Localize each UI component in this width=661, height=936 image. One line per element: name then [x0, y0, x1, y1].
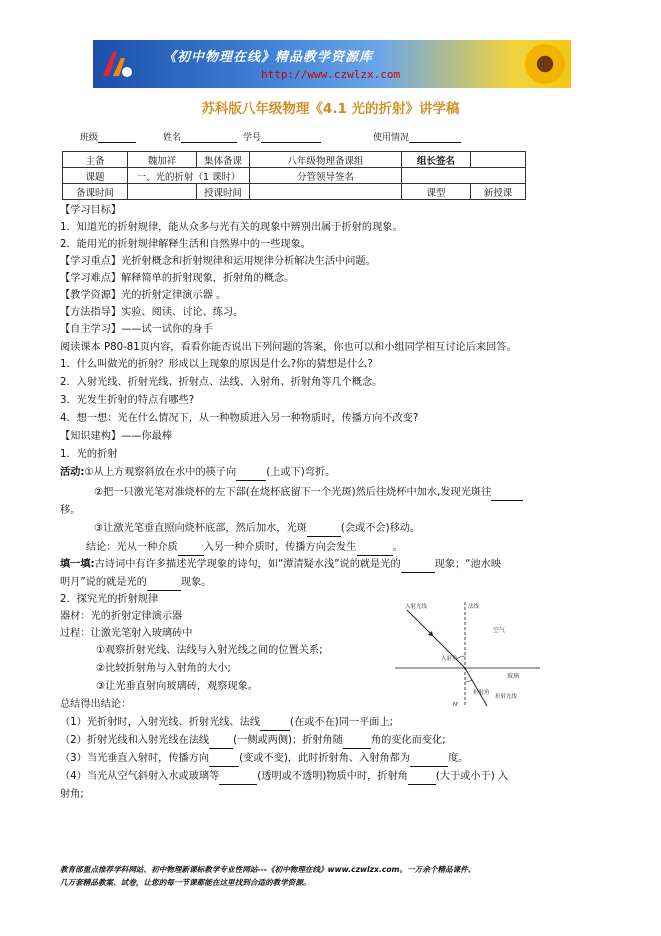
subsection-refraction: 1．光的折射 [60, 449, 118, 460]
cell-beike-label: 备课时间 [63, 184, 128, 200]
banner-title: 《初中物理在线》精品教学资源库 [163, 50, 374, 65]
goal-1: 1．知道光的折射规律，能从众多与光有关的现象中辨别出属于折射的现象。 [60, 222, 403, 233]
activity-3: ③让激光笔垂直照向烧杯底部，然后加水，光斑 (会或不会)移动。 [94, 521, 629, 537]
answer-blank[interactable] [343, 737, 371, 749]
question-1: 1．什么叫做光的折射？形成以上现象的原因是什么?你的猜想是什么? [60, 359, 373, 370]
conclusion-c: （3）当光垂直入射时，传播方向 (变或不变)，此时折射角、入射角都为 度。 [60, 751, 595, 767]
cell-leader-label: 组长签名 [402, 152, 471, 168]
cell-jiti-value: 八年级物理备课组 [250, 152, 402, 168]
incidence-angle-label: 入射角 [441, 656, 458, 662]
answer-blank[interactable] [209, 755, 239, 767]
n-prime-label: N' [453, 702, 459, 708]
answer-blank[interactable] [260, 719, 290, 731]
refracted-label: 折射光线 [495, 694, 518, 700]
site-logo-icon [99, 46, 135, 82]
footer-line-2: 几万套精品教案、试卷，让您的每一节课都能在这里找到合适的教学资源。 [60, 878, 311, 887]
page-footer [60, 863, 620, 889]
key-points: 【学习重点】光折射概念和折射规律和运用规律分析解决生活中问题。 [60, 256, 376, 267]
banner-url[interactable]: http://www.czwlzx.com [261, 68, 401, 81]
cell-fenguan-label: 分管领导签名 [250, 168, 402, 184]
answer-blank[interactable] [219, 773, 257, 785]
air-label: 空气 [493, 627, 506, 634]
section-goals-heading: 【学习目标】 [60, 205, 122, 216]
cell-zhubei-label: 主备 [63, 152, 128, 168]
answer-blank[interactable] [307, 525, 341, 537]
cell-kexing-label: 课型 [402, 184, 471, 200]
refraction-diagram [395, 598, 540, 710]
answer-blank[interactable] [410, 755, 448, 767]
resources: 【教学资源】光的折射定律演示器 。 [60, 290, 227, 301]
subsection-law: 2．探究光的折射规律 [60, 594, 159, 605]
cell-fenguan-value [402, 168, 526, 184]
answer-blank[interactable] [147, 579, 181, 591]
answer-blank[interactable] [178, 544, 204, 556]
conclusion-d: （4）当光从空气斜射入水或玻璃等 (透明或不透明)物质中时，折射角 (大于或小于) 入 [60, 769, 595, 785]
cell-beike-value [128, 184, 197, 200]
step-1: ①观察折射光线、法线与入射光线之间的位置关系; [96, 645, 323, 656]
cell-keti-label: 课题 [63, 168, 128, 184]
glass-label: 玻璃 [507, 673, 520, 680]
process: 过程：让激光笔射入玻璃砖中 [60, 628, 193, 639]
conclusion-a: （1）光折射时，入射光线、折射光线、法线 (在或不在)同一平面上; [60, 715, 595, 731]
methods: 【方法指导】实验、阅读、讨论、练习。 [60, 307, 244, 318]
answer-blank[interactable] [357, 544, 393, 556]
cell-zhubei-value: 魏加祥 [128, 152, 197, 168]
question-4: 4．想一想：光在什么情况下，从一种物质进入另一种物质时，传播方向不改变? [60, 413, 419, 424]
question-3: 3．光发生折射的特点有哪些? [60, 395, 195, 406]
conclusion-b: （2）折射光线和入射光线在法线 (一侧或两侧)；折射角随 角的变化而变化; [60, 733, 595, 749]
goal-2: 2．能用光的折射规律解释生活和自然界中的一些现象。 [60, 239, 311, 250]
equipment: 器材：光的折射定律演示器 [60, 611, 183, 622]
answer-blank[interactable] [236, 469, 266, 481]
question-2: 2．入射光线、折射光线、折射点、法线、入射角、折射角等几个概念。 [60, 377, 383, 388]
fill-in-cont: 明月”说的就是光的 现象。 [60, 575, 595, 591]
lesson-meta-table [62, 151, 526, 200]
self-study-heading: 【自主学习】——试一试你的身手 [60, 324, 213, 335]
cell-jiti-label: 集体备课 [197, 152, 250, 168]
answer-blank[interactable] [401, 561, 435, 573]
conclusion-1: 结论：光从一种介质 入另一种介质时，传播方向会发生 。 [86, 540, 621, 556]
reading-instruction: 阅读课本 P80-81页内容，看看你能否说出下列问题的答案，你也可以和小组同学相互讨论后来回答。 [60, 342, 517, 353]
header-banner [93, 40, 571, 88]
usage-field: 使用情况 [373, 130, 461, 143]
knowledge-heading: 【知识建构】——你最棒 [60, 431, 173, 442]
page-title: 苏科版八年级物理《4.1 光的折射》讲学稿 [201, 101, 460, 117]
refracted-ray [465, 668, 487, 706]
cell-leader-value [471, 152, 526, 168]
name-field: 姓名 [163, 130, 237, 143]
activity-1: 活动:①从上方观察斜放在水中的筷子向 (上或下)弯折。 [60, 465, 595, 481]
summary-heading: 总结得出结论： [60, 699, 132, 710]
number-field: 学号 [243, 130, 321, 143]
sunflower-icon [525, 44, 565, 84]
activity-2-cont: 移。 [60, 505, 81, 516]
class-field: 班级 [80, 130, 136, 143]
refraction-angle-arc [465, 680, 472, 682]
conclusion-d-cont: 射角; [60, 789, 84, 800]
cell-shouke-value [250, 184, 402, 200]
fill-in: 填一填:古诗词中有许多描述光学现象的诗句，如“潭清疑水浅”说的就是光的 现象；“池水映 [60, 557, 595, 573]
cell-shouke-label: 授课时间 [197, 184, 250, 200]
answer-blank[interactable] [209, 737, 233, 749]
footer-line-1: 教育部重点推荐学科网站、初中物理新课标教学专业性网站---《初中物理在线》www.czwlzx.com。一万余个精品课件、 [60, 865, 476, 874]
answer-blank[interactable] [408, 773, 436, 785]
difficulties: 【学习难点】解释简单的折射现象，折射角的概念。 [60, 273, 295, 284]
step-2: ②比较折射角与入射角的大小; [96, 663, 231, 674]
cell-keti-value: 一、光的折射（1 课时） [128, 168, 250, 184]
normal-label: 法线 [468, 604, 480, 610]
cell-kexing-value: 新授课 [471, 184, 526, 200]
refraction-angle-label: 折射角 [473, 690, 490, 696]
incident-label: 入射光线 [405, 604, 428, 610]
step-3: ③让光垂直射向玻璃砖，观察现象。 [96, 681, 258, 692]
answer-blank[interactable] [491, 489, 523, 501]
activity-2: ②把一只激光笔对准烧杯的左下部(在烧杯底留下一个光斑)然后往烧杯中加水,发现光斑往 [94, 485, 629, 501]
